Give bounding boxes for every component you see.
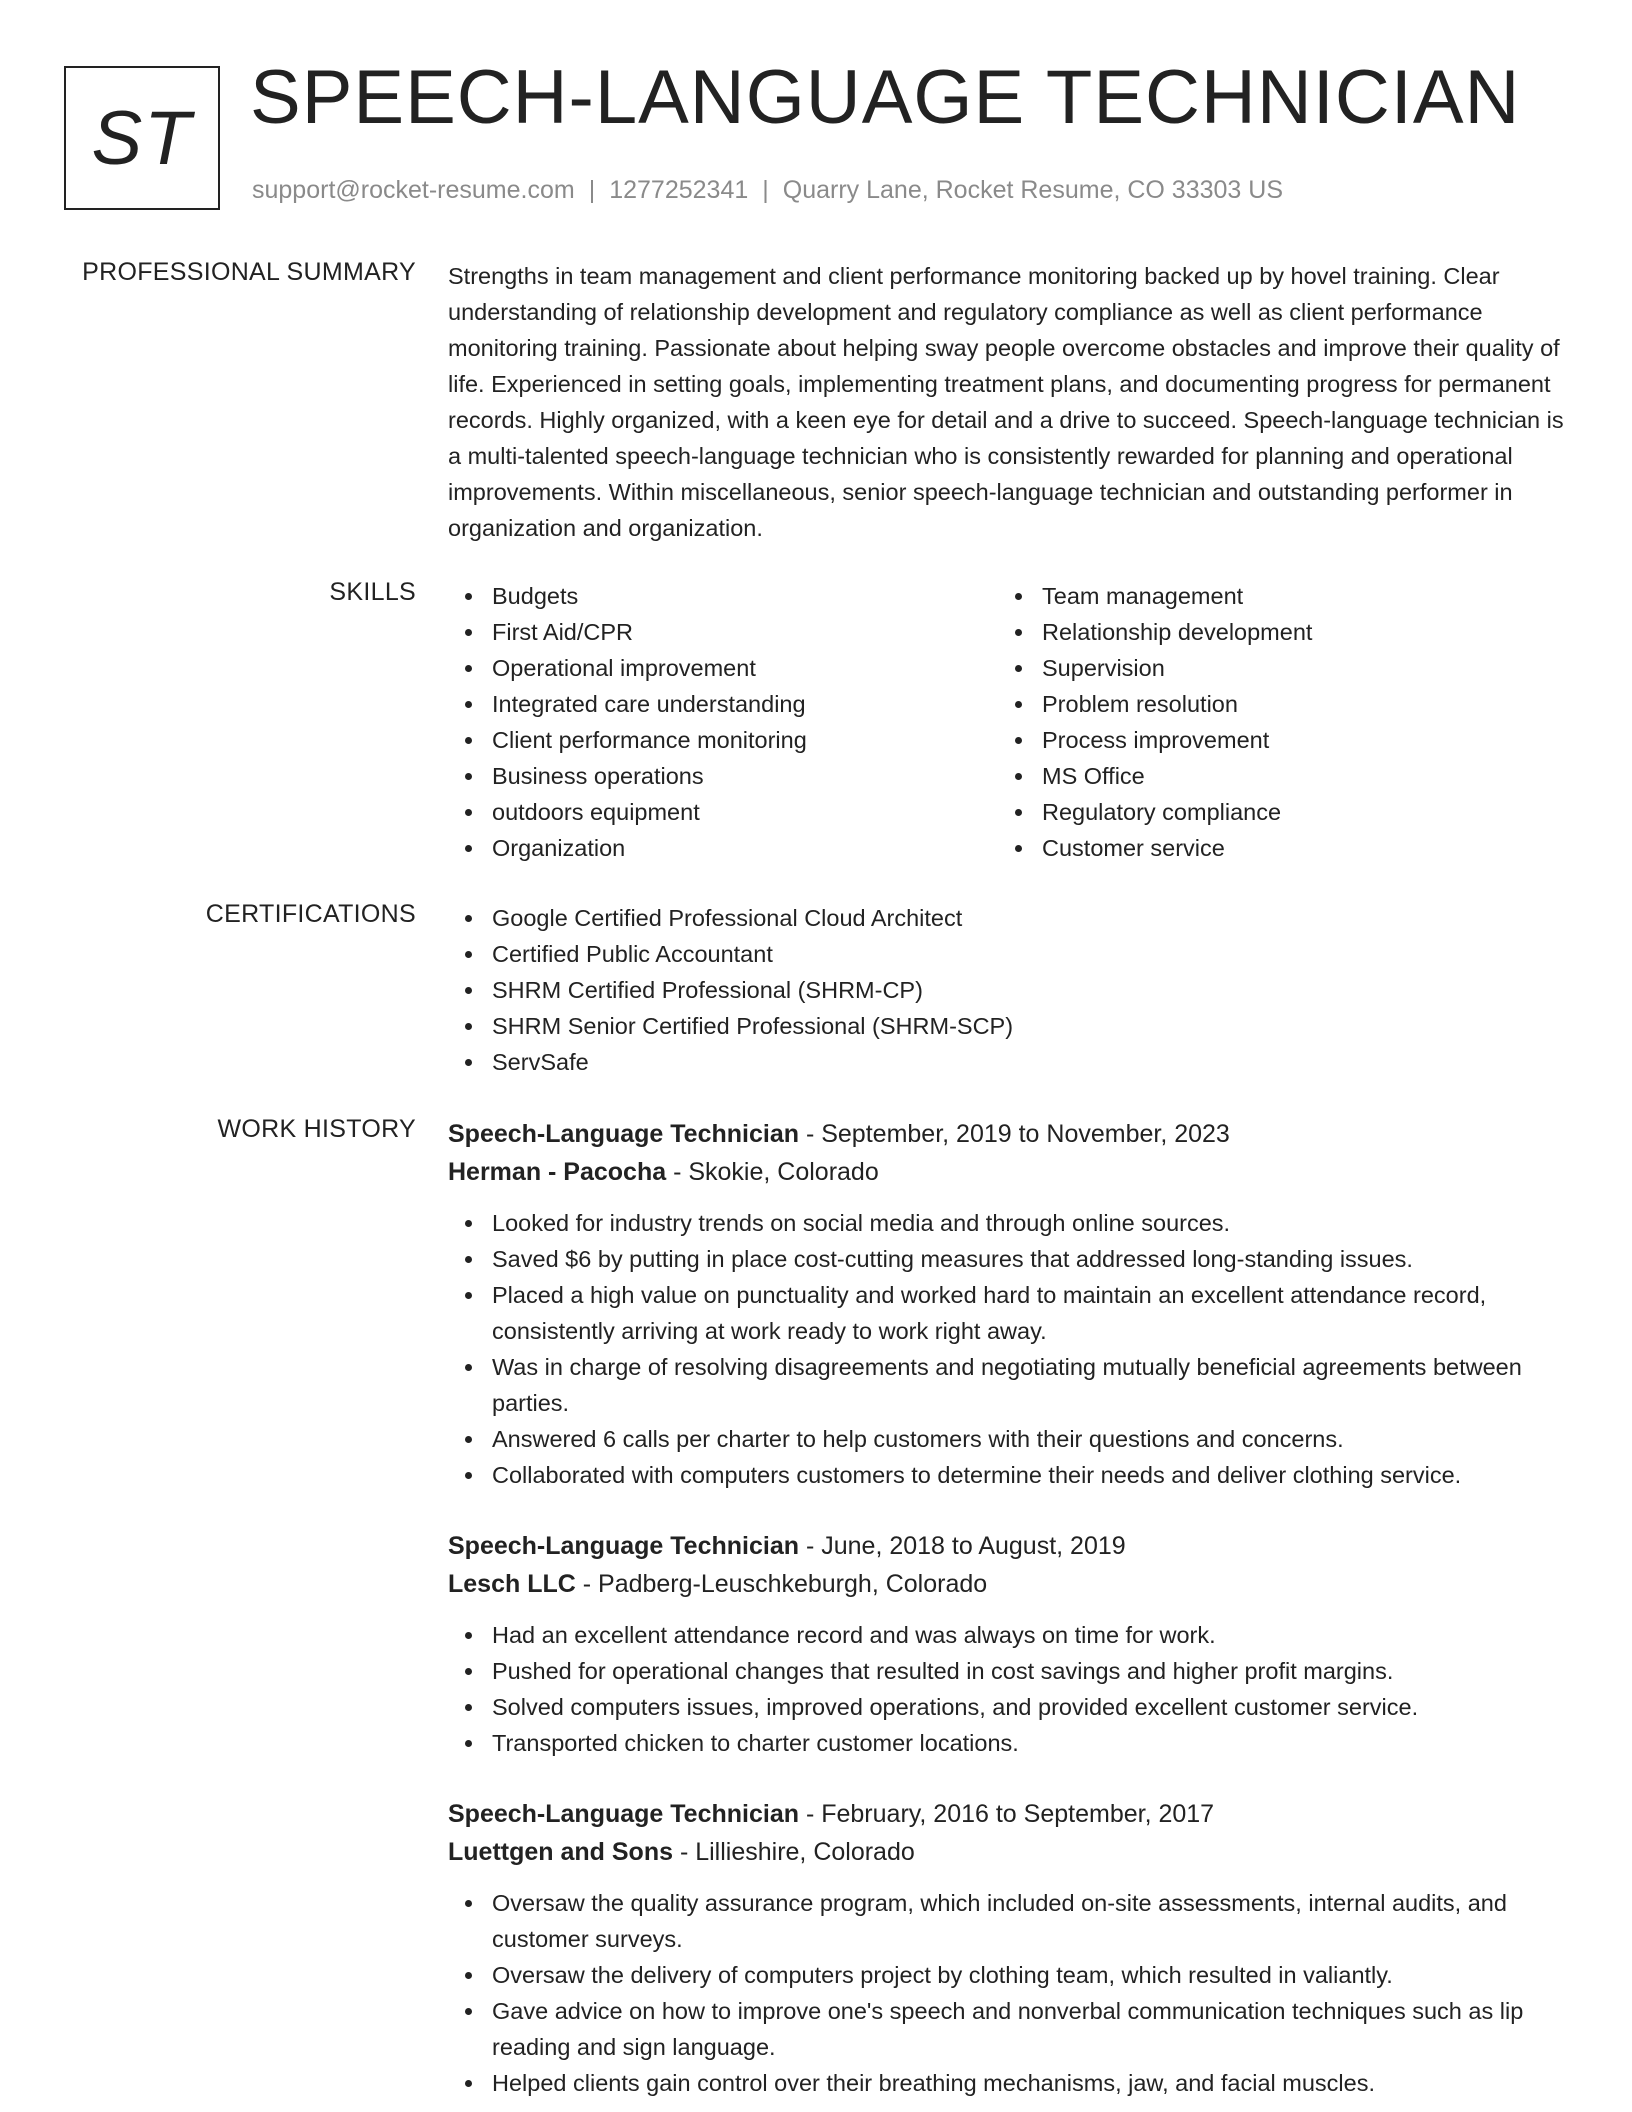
job-title: Speech-Language Technician	[448, 1532, 800, 1560]
job-title: Speech-Language Technician	[448, 1120, 800, 1148]
certification-item: Google Certified Professional Cloud Architect	[448, 900, 1568, 936]
job-title-line	[448, 1527, 1568, 1565]
skill-item: Integrated care understanding	[448, 686, 998, 722]
skill-item: Customer service	[998, 830, 1548, 866]
candidate-name: SPEECH-LANGUAGE TECHNICIAN	[250, 55, 1521, 140]
job-title-line	[448, 1795, 1568, 1833]
job-bullets	[448, 1885, 1568, 2101]
job-bullet: Had an excellent attendance record and was always on time for work.	[448, 1617, 1568, 1653]
skill-item: Regulatory compliance	[998, 794, 1548, 830]
job-company: Luettgen and Sons	[448, 1838, 673, 1866]
job-company-line	[448, 1833, 1568, 1871]
skill-item: Problem resolution	[998, 686, 1548, 722]
contact-separator: |	[762, 176, 769, 204]
job-title-line	[448, 1115, 1568, 1153]
skill-item: outdoors equipment	[448, 794, 998, 830]
job-entry	[448, 1795, 1568, 2101]
skill-item: Process improvement	[998, 722, 1548, 758]
contact-email[interactable]: support@rocket-resume.com	[252, 176, 575, 204]
certification-item: SHRM Senior Certified Professional (SHRM-SCP)	[448, 1008, 1568, 1044]
job-bullet: Oversaw the delivery of computers project by clothing team, which resulted in valiantly.	[448, 1957, 1568, 1993]
skill-item: Team management	[998, 578, 1548, 614]
skill-item: MS Office	[998, 758, 1548, 794]
job-dates: - February, 2016 to September, 2017	[799, 1800, 1215, 1828]
contact-address: Quarry Lane, Rocket Resume, CO 33303 US	[782, 176, 1283, 204]
job-location: - Skokie, Colorado	[666, 1158, 879, 1186]
skill-item: Business operations	[448, 758, 998, 794]
certification-item: ServSafe	[448, 1044, 1568, 1080]
job-company-line	[448, 1153, 1568, 1191]
job-bullet: Collaborated with computers customers to determine their needs and deliver clothing service.	[448, 1457, 1568, 1493]
skill-item: Operational improvement	[448, 650, 998, 686]
skill-item: Supervision	[998, 650, 1548, 686]
certifications-body	[448, 900, 1568, 1080]
skills-list-left	[448, 578, 998, 866]
job-bullet: Was in charge of resolving disagreements and negotiating mutually beneficial agreements between parties.	[448, 1349, 1568, 1421]
job-bullet: Saved $6 by putting in place cost-cutting measures that addressed long-standing issues.	[448, 1241, 1568, 1277]
job-dates: - September, 2019 to November, 2023	[799, 1120, 1230, 1148]
job-bullet: Gave advice on how to improve one's speech and nonverbal communication techniques such as lip reading and sign language.	[448, 1993, 1568, 2065]
skill-item: Organization	[448, 830, 998, 866]
skills-columns	[448, 578, 1568, 866]
work-history-body	[448, 1115, 1568, 2112]
section-label-summary: PROFESSIONAL SUMMARY	[82, 258, 416, 286]
job-company-line	[448, 1565, 1568, 1603]
job-company: Lesch LLC	[448, 1570, 576, 1598]
job-company: Herman - Pacocha	[448, 1158, 667, 1186]
skill-item: Relationship development	[998, 614, 1548, 650]
skills-body	[448, 578, 1568, 866]
section-label-work-history: WORK HISTORY	[217, 1115, 416, 1143]
summary-text: Strengths in team management and client performance monitoring backed up by hovel training. Clear understanding of relationship development and regulatory compliance as well as client performance monitoring training. Passionate about helping sway people overcome obstacles and improve their quality of life. Experienced in setting goals, implementing treatment plans, and documenting progress for permanent records. Highly organized, with a keen eye for detail and a drive to succeed. Speech-language technician is a multi-talented speech-language technician who is consistently rewarded for planning and operational improvements. Within miscellaneous, senior speech-language technician and outstanding performer in organization and organization.	[448, 263, 1564, 541]
job-location: - Lillieshire, Colorado	[673, 1838, 915, 1866]
job-bullet: Answered 6 calls per charter to help customers with their questions and concerns.	[448, 1421, 1568, 1457]
skill-item: Budgets	[448, 578, 998, 614]
job-entry	[448, 1115, 1568, 1493]
job-bullet: Looked for industry trends on social media and through online sources.	[448, 1205, 1568, 1241]
job-bullets	[448, 1617, 1568, 1761]
job-dates: - June, 2018 to August, 2019	[799, 1532, 1126, 1560]
skill-item: First Aid/CPR	[448, 614, 998, 650]
job-bullet: Oversaw the quality assurance program, which included on-site assessments, internal audits, and customer surveys.	[448, 1885, 1568, 1957]
job-bullet: Pushed for operational changes that resulted in cost savings and higher profit margins.	[448, 1653, 1568, 1689]
job-bullets	[448, 1205, 1568, 1493]
job-title: Speech-Language Technician	[448, 1800, 800, 1828]
monogram-initials: ST	[91, 95, 193, 181]
certification-item: Certified Public Accountant	[448, 936, 1568, 972]
monogram-badge	[64, 66, 220, 210]
job-bullet: Transported chicken to charter customer locations.	[448, 1725, 1568, 1761]
skill-item: Client performance monitoring	[448, 722, 998, 758]
section-label-skills: SKILLS	[329, 578, 416, 606]
contact-separator: |	[588, 176, 596, 204]
job-location: - Padberg-Leuschkeburgh, Colorado	[575, 1570, 988, 1598]
certification-item: SHRM Certified Professional (SHRM-CP)	[448, 972, 1568, 1008]
job-bullet: Placed a high value on punctuality and worked hard to maintain an excellent attendance record, consistently arriving at work ready to work right away.	[448, 1277, 1568, 1349]
job-bullet: Helped clients gain control over their breathing mechanisms, jaw, and facial muscles.	[448, 2065, 1568, 2101]
contact-line	[252, 176, 1283, 205]
section-label-certifications: CERTIFICATIONS	[205, 900, 416, 928]
certifications-list	[448, 900, 1568, 1080]
contact-phone[interactable]: 1277252341	[609, 176, 749, 204]
job-bullet: Solved computers issues, improved operations, and provided excellent customer service.	[448, 1689, 1568, 1725]
skills-list-right	[998, 578, 1548, 866]
job-entry	[448, 1527, 1568, 1761]
